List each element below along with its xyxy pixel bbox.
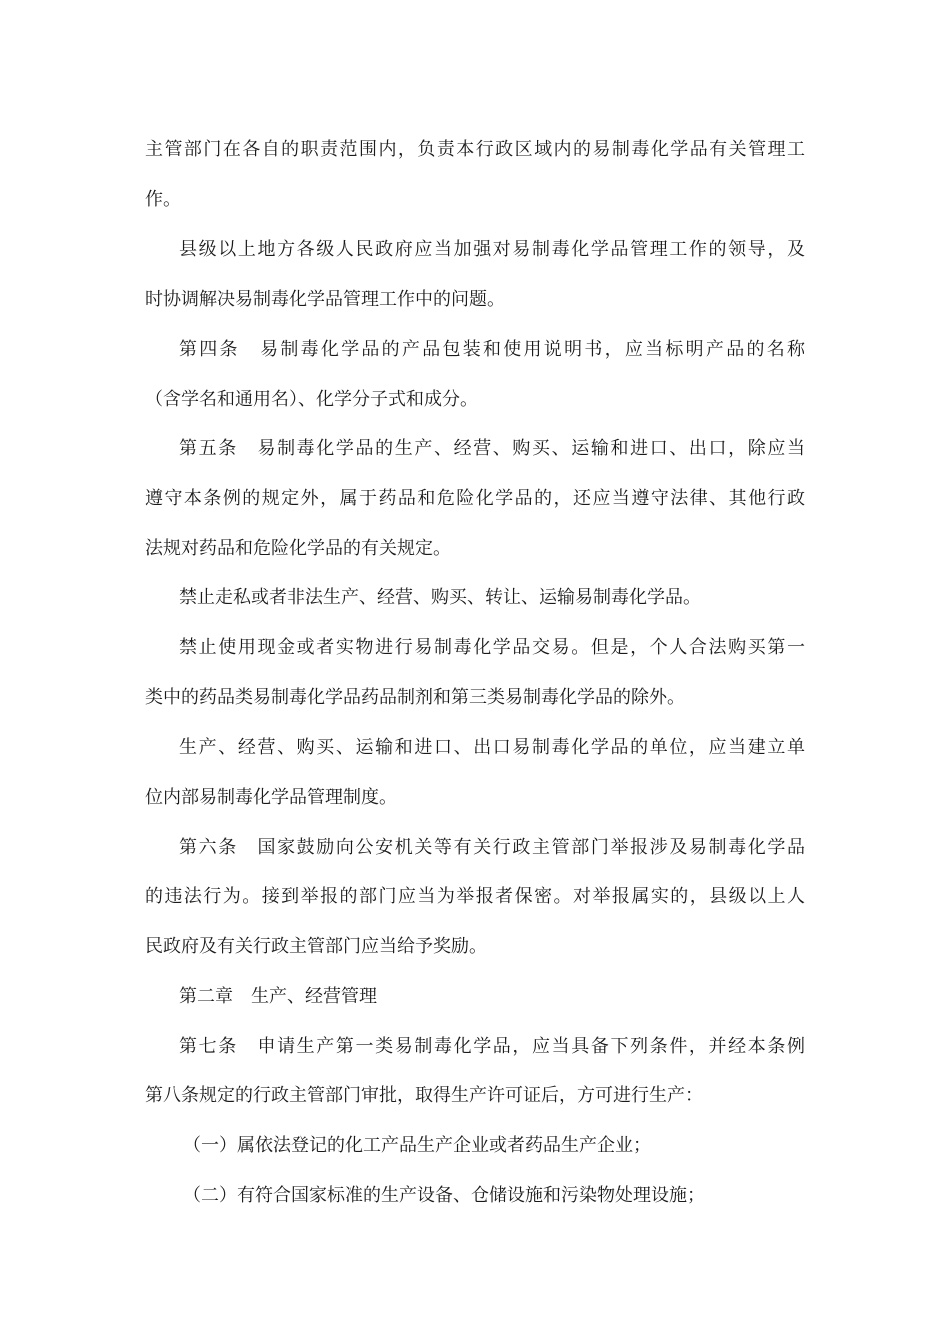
chapter-heading: 第二章 生产、经营管理 bbox=[179, 986, 377, 1007]
text-line: （含学名和通用名）、化学分子式和成分。 bbox=[145, 389, 478, 410]
text-line: 位内部易制毒化学品管理制度。 bbox=[145, 787, 397, 808]
list-item: （一）属依法登记的化工产品生产企业或者药品生产企业； bbox=[183, 1135, 651, 1156]
text-line: 县级以上地方各级人民政府应当加强对易制毒化学品管理工作的领导，及 bbox=[179, 239, 805, 260]
text-line: 第八条规定的行政主管部门审批，取得生产许可证后，方可进行生产： bbox=[145, 1085, 703, 1106]
text-line: 类中的药品类易制毒化学品药品制剂和第三类易制毒化学品的除外。 bbox=[145, 687, 685, 708]
text-line: 主管部门在各自的职责范围内，负责本行政区域内的易制毒化学品有关管理工 bbox=[145, 139, 805, 160]
article-5-line: 第五条 易制毒化学品的生产、经营、购买、运输和进口、出口，除应当 bbox=[179, 438, 805, 459]
text-line: 遵守本条例的规定外，属于药品和危险化学品的，还应当遵守法律、其他行政 bbox=[145, 488, 805, 509]
article-6-line: 第六条 国家鼓励向公安机关等有关行政主管部门举报涉及易制毒化学品 bbox=[179, 837, 805, 858]
text-line: 禁止走私或者非法生产、经营、购买、转让、运输易制毒化学品。 bbox=[179, 587, 701, 608]
text-line: 法规对药品和危险化学品的有关规定。 bbox=[145, 538, 451, 559]
text-line: 生产、经营、购买、运输和进口、出口易制毒化学品的单位，应当建立单 bbox=[179, 737, 805, 758]
list-item: （二）有符合国家标准的生产设备、仓储设施和污染物处理设施； bbox=[183, 1185, 705, 1206]
text-line: 作。 bbox=[145, 189, 181, 210]
article-4-line: 第四条 易制毒化学品的产品包装和使用说明书，应当标明产品的名称 bbox=[179, 339, 805, 360]
article-7-line: 第七条 申请生产第一类易制毒化学品，应当具备下列条件，并经本条例 bbox=[179, 1036, 805, 1057]
text-line: 禁止使用现金或者实物进行易制毒化学品交易。但是，个人合法购买第一 bbox=[179, 637, 805, 658]
text-line: 的违法行为。接到举报的部门应当为举报者保密。对举报属实的，县级以上人 bbox=[145, 886, 805, 907]
text-line: 民政府及有关行政主管部门应当给予奖励。 bbox=[145, 936, 487, 957]
text-line: 时协调解决易制毒化学品管理工作中的问题。 bbox=[145, 289, 505, 310]
